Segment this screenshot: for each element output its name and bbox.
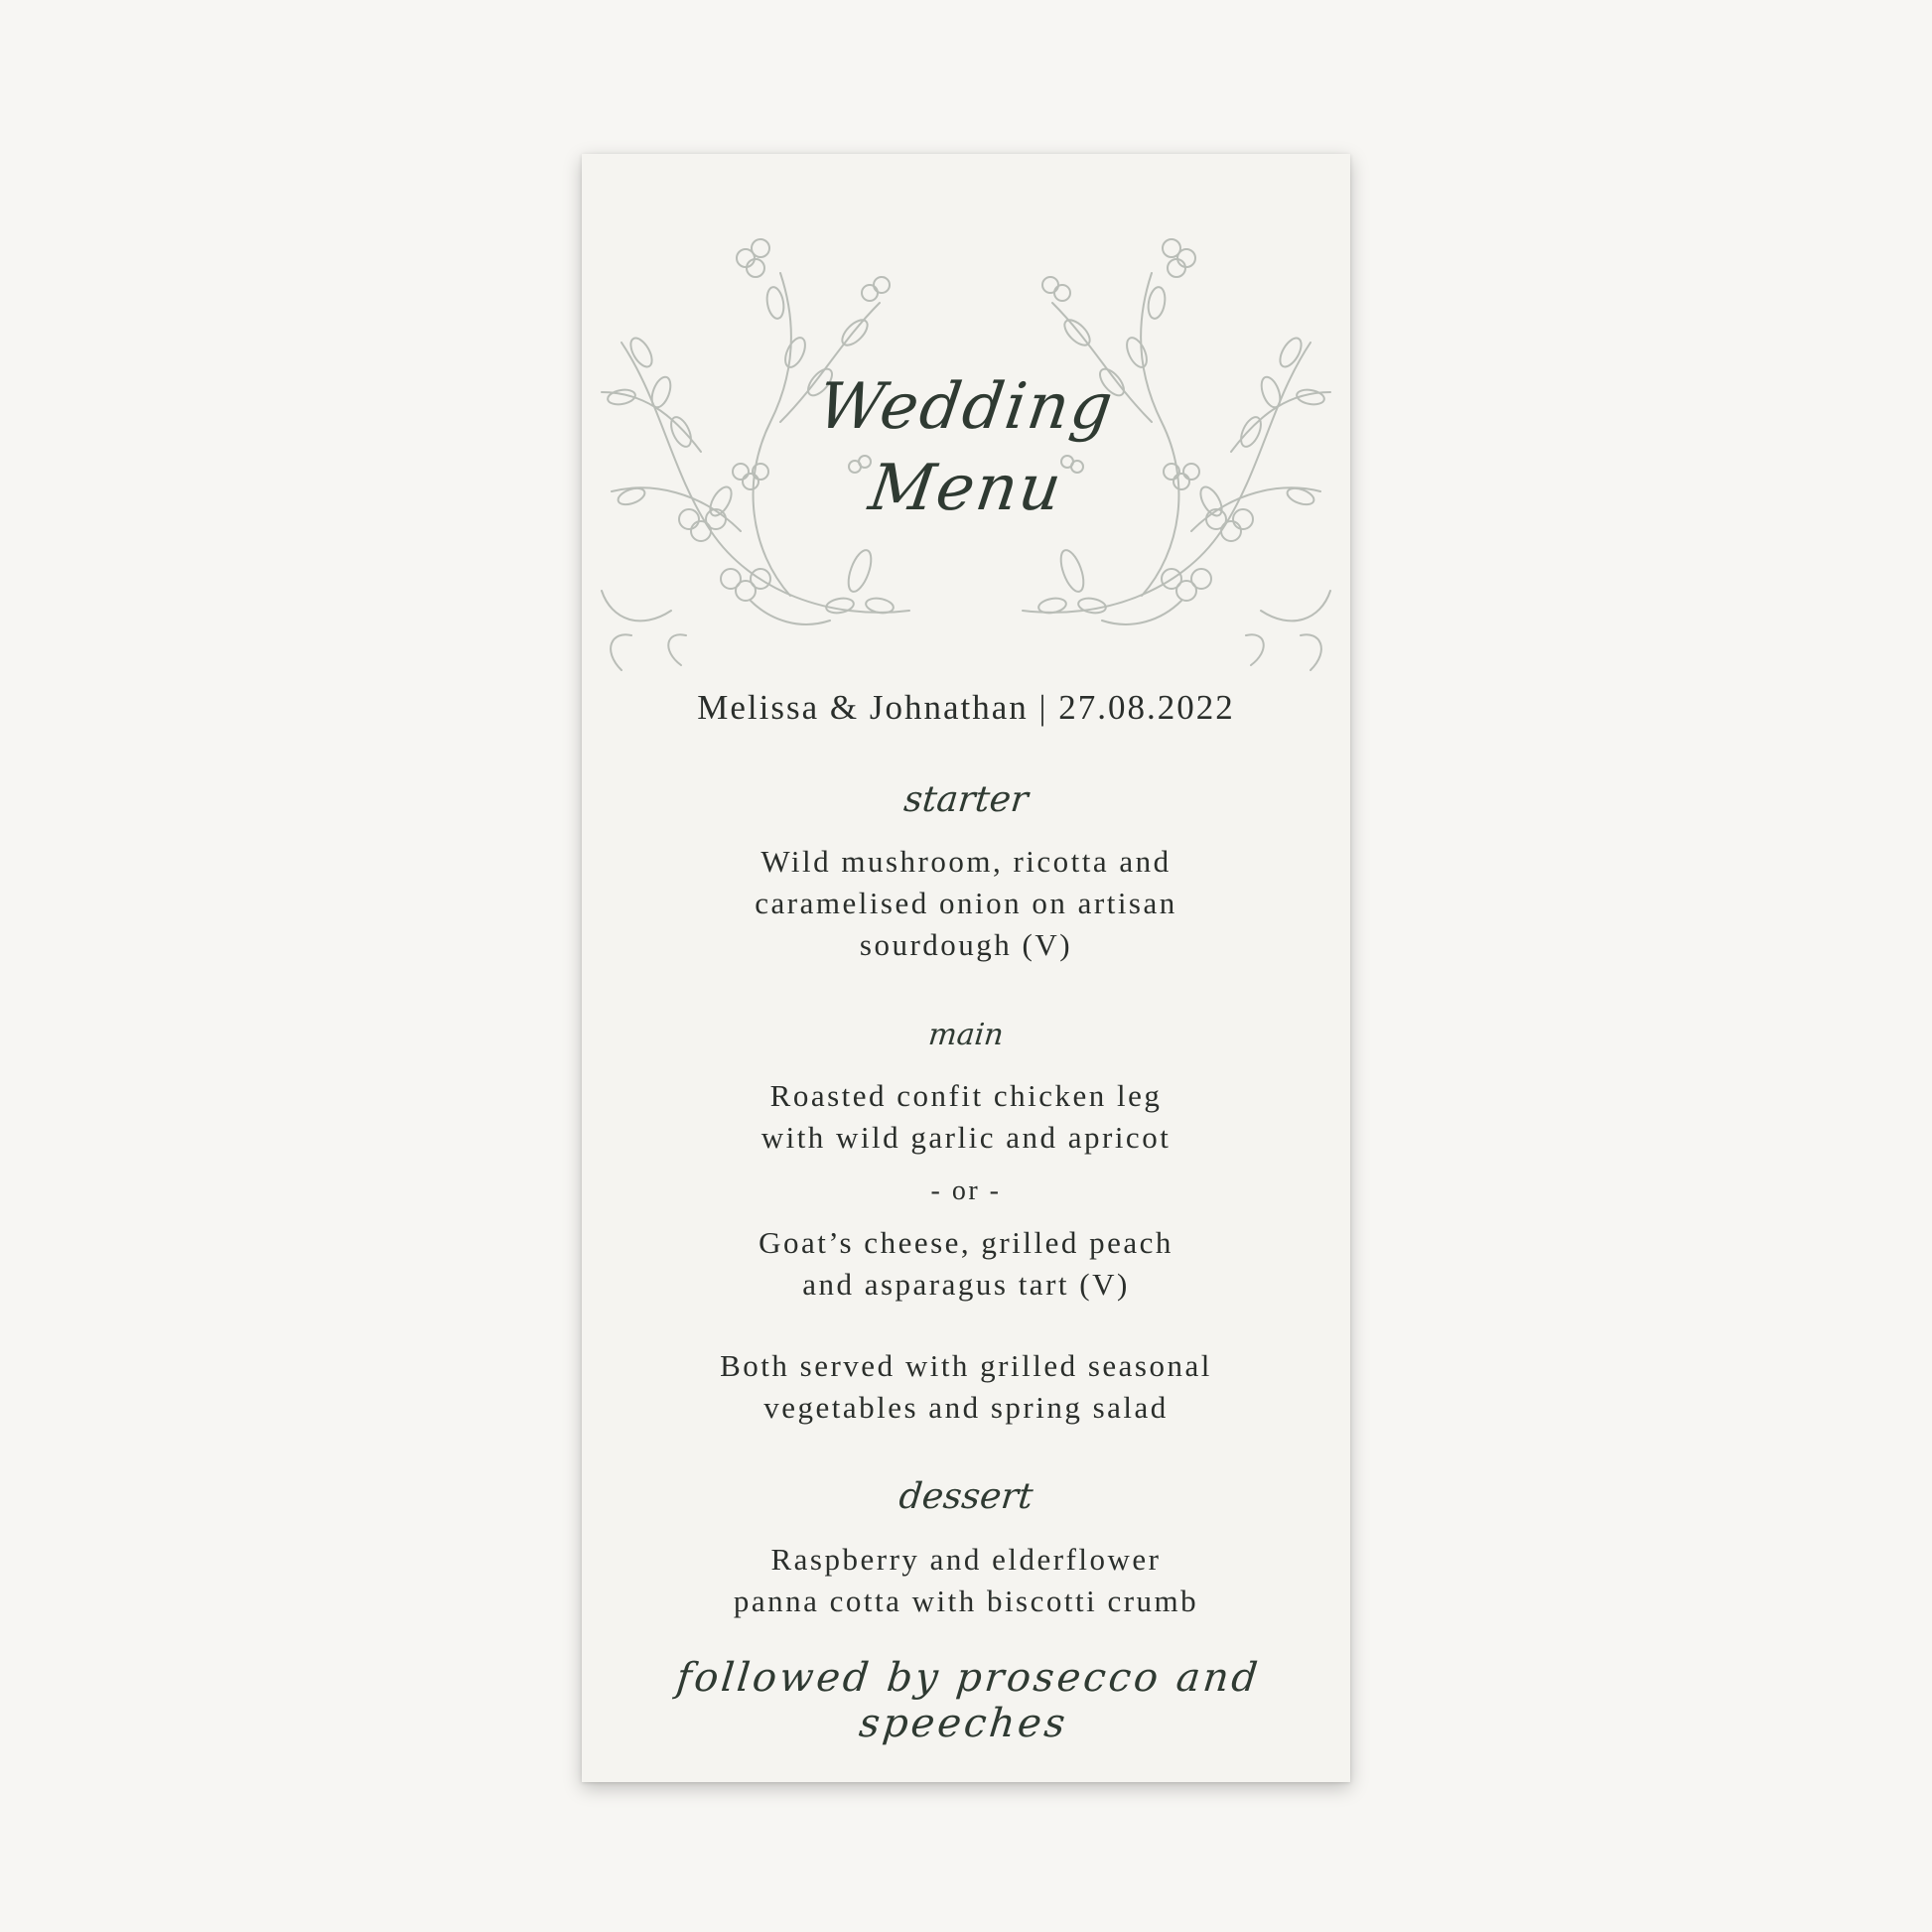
- starter-dish: Wild mushroom, ricotta and caramelised onion on artisan sourdough (V): [755, 844, 1177, 962]
- footer-note: followed by prosecco and speeches: [674, 1655, 1263, 1746]
- dessert-dish: Raspberry and elderflower panna cotta with biscotti crumb: [733, 1542, 1199, 1618]
- couple-and-date: Melissa & Johnathan | 27.08.2022: [697, 688, 1235, 727]
- menu-card: [582, 154, 1350, 1782]
- menu-title-line-2: Menu: [864, 452, 1068, 525]
- main-heading: main: [926, 1018, 1006, 1052]
- dessert-heading: dessert: [897, 1476, 1035, 1517]
- main-sides: Both served with grilled seasonal vegetables and spring salad: [720, 1348, 1212, 1425]
- main-option-2: Goat’s cheese, grilled peach and asparagus tart (V): [759, 1225, 1173, 1302]
- main-separator: - or -: [930, 1175, 1002, 1206]
- menu-title-line-1: Wedding: [813, 370, 1119, 444]
- starter-heading: starter: [901, 779, 1031, 820]
- main-option-1: Roasted confit chicken leg with wild garlic and apricot: [760, 1078, 1172, 1155]
